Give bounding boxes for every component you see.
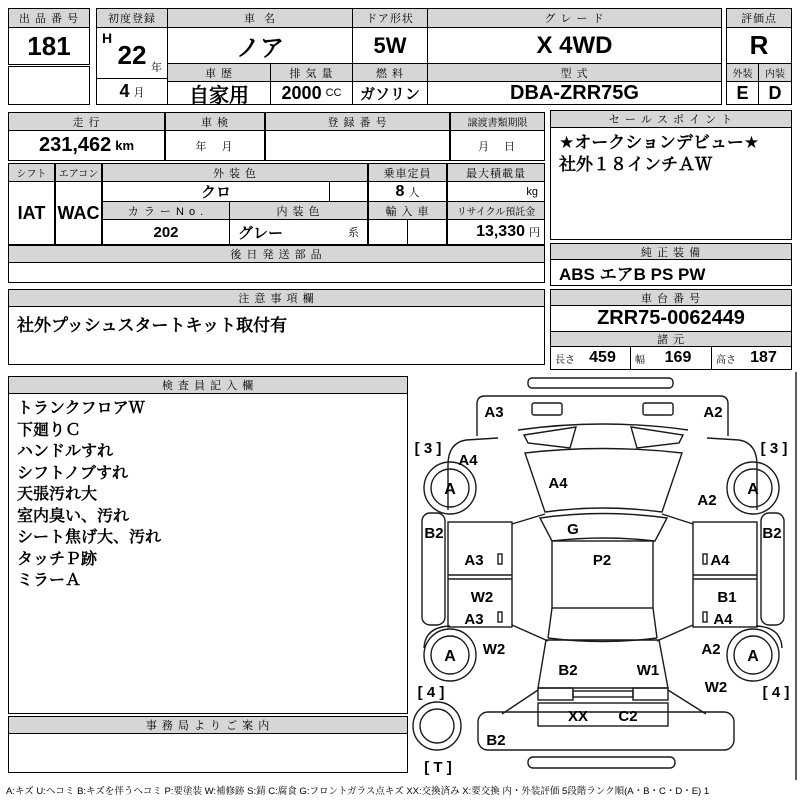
tail-light-bar [573,691,633,697]
inspector-note: トランクフロアＷ [17,400,145,417]
year-unit: 年 [151,62,162,74]
displacement-unit: CC [325,87,342,99]
cowl-arc [518,424,688,430]
notice-box: 社外プッシュスタートキット取付有 [8,306,545,365]
interior-grade: D [758,81,792,105]
inspector-note: シフトノブすれ [17,464,129,482]
capacity-header: 乗車定員 [368,163,447,182]
registration-month: 4 [119,81,130,101]
displacement-header: 排 気 量 [270,63,353,82]
door-front-right-label: A4 [710,552,730,569]
displacement-value: 2000 [281,82,322,103]
interior-color-value: グレー [238,224,284,242]
length-label: 長さ [555,354,575,366]
color-no-header: カ ラ ー N o . [102,201,230,220]
wheel-rear-right-label: A [747,648,759,665]
history-value: 自家用 [167,81,271,105]
inspector-note: シート焦げ大、汚れ [17,529,162,546]
gate-right-label: W1 [636,662,660,679]
shift-header: シフト [8,163,55,182]
interior-color-cell [229,219,368,245]
rear-bumper-label: B2 [486,732,506,749]
d-pillar-left [512,625,548,641]
chassis-number-value: ZRR75-0062449 [550,305,792,332]
recycle-header: リサイクル預託金 [447,201,545,220]
interior-header: 内装 [758,63,792,82]
wiper-left [524,427,576,448]
wheel-front-left-label: A [444,481,456,498]
tire-size-front-right: [ 3 ] [760,440,788,457]
displacement-cell [270,81,353,105]
recycle-cell [447,219,545,245]
grade-header: グ レ ー ド [427,8,722,28]
inspector-note: 室内臭い、汚れ [17,507,130,525]
inspector-note: ハンドルすれ [17,443,114,460]
era-mark: H [102,30,113,46]
grade-value: X 4WD [427,27,722,64]
length-value: 459 [589,349,616,366]
later-parts-box [8,262,545,283]
mileage-value: 231,462 [38,134,112,156]
quarter-left-label: W2 [482,641,506,658]
door-shape-header: ドア形状 [352,8,428,28]
fuel-header: 燃 料 [352,63,428,82]
sales-point-line: 社外１８インチＡＷ [559,155,712,174]
office-notice-box [8,733,408,773]
import-header: 輸 入 車 [368,201,447,220]
import-empty-cell [407,219,447,245]
specs-header: 諸 元 [550,331,792,347]
sales-point-line: ★オークションデビュー★ [559,133,760,152]
inspector-note: ミラーＡ [17,572,82,589]
front-bumper-strip [528,378,673,388]
registration-number-header: 登 録 番 号 [265,112,450,131]
spare-tire-inner [420,709,454,743]
sales-point-header: セ ー ル ス ポ イ ン ト [550,110,792,128]
max-load-cell [447,181,545,202]
door-rear-left-label: A3 [464,611,484,628]
gate-diagonal-right [668,690,706,714]
door-handle [498,554,502,564]
history-header: 車 歴 [167,63,271,82]
height-cell [711,346,792,370]
capacity-value: 8 [395,182,405,200]
rear-panel-right-label: C2 [618,708,638,725]
recycle-value: 13,330 [476,223,525,240]
body-color-value: クロ [102,181,330,202]
tire-size-front-left: [ 3 ] [414,440,442,457]
fender-left-label: A4 [458,452,478,469]
door-handle [703,554,707,564]
inspector-notes-box [8,393,408,714]
car-damage-diagram [410,372,798,782]
front-left-corner-label: A3 [484,404,504,421]
transfer-deadline-cell: 月 日 [450,130,545,161]
tail-light-left [538,688,573,700]
rear-bumper [478,712,734,750]
interior-color-header: 内 装 色 [229,201,368,220]
d-pillar-right [657,625,693,641]
tire-size-rear-right: [ 4 ] [762,684,790,701]
tail-light-right [633,688,668,700]
chassis-number-header: 車 台 番 号 [550,289,792,306]
first-registration-month-cell [96,78,168,105]
inspector-note: 天張汚れ大 [17,486,98,503]
quarter-right-w-label: W2 [704,679,728,696]
door-rear-left-top-label: W2 [470,589,494,606]
door-handle [703,612,707,622]
door-rear-right-top-label: B1 [717,589,737,606]
spare-tire-label: [ T ] [424,759,452,776]
rear-window [548,608,657,642]
car-name-value: ノア [167,27,353,64]
transfer-deadline-header: 譲渡書類期限 [450,112,545,131]
color-no-value: 202 [102,219,230,245]
glass-label: G [567,521,579,538]
factory-equipment-header: 純 正 装 備 [550,243,792,260]
model-code-value: DBA-ZRR75G [427,81,722,105]
later-parts-header: 後 日 発 送 部 品 [8,245,545,263]
cowl-right-label: A2 [697,492,717,509]
exterior-header: 外装 [726,63,759,82]
width-label: 幅 [635,354,645,366]
max-load-header: 最大積載量 [447,163,545,182]
body-color-header: 外 装 色 [102,163,368,182]
mileage-header: 走 行 [8,112,165,131]
interior-color-suffix: 系 [348,227,359,239]
capacity-unit: 人 [408,186,420,199]
body-color-empty-cell [329,181,368,202]
recycle-unit: 円 [529,227,540,239]
rear-panel [538,703,668,726]
import-empty-cell [368,219,408,245]
score-header: 評価点 [726,8,792,28]
first-registration-year-cell [96,27,168,79]
legend-footer: A:キズ U:ヘコミ B:キズを伴うヘコミ P:要塗装 W:補修跡 S:錆 C:腐食 G:フロントガラス点キズ XX:交換済み X:要交換 内・外装評価 5段階ランク順(A・B・C・D・E) 1 [6,786,710,797]
month-unit: 月 [133,86,145,99]
roof-label: P2 [592,552,612,569]
front-panel-outline [477,396,728,436]
inspector-note: 下廻りＣ [17,421,82,439]
door-shape-value: 5W [352,27,428,64]
score-value: R [726,27,792,64]
height-label: 高さ [716,354,736,366]
first-registration-header: 初度登録 [96,8,168,28]
lot-empty-box [8,66,90,105]
length-cell [550,346,631,370]
mileage-unit: km [115,138,135,153]
model-code-header: 型 式 [427,63,722,82]
notice-header: 注 意 事 項 欄 [8,289,545,307]
office-notice-header: 事 務 局 よ り ご 案 内 [8,716,408,734]
fuel-value: ガソリン [352,81,428,105]
sales-point-box [550,127,792,240]
width-value: 169 [664,349,692,366]
aircon-value: WAC [55,181,102,245]
wheel-front-right-label: A [747,481,759,498]
rear-panel-left-label: XX [567,708,589,725]
door-handle [498,612,502,622]
registration-year: 22 [117,39,147,70]
shift-value: IAT [8,181,55,245]
rocker-left-label: B2 [424,525,444,542]
front-right-corner-label: A2 [703,404,723,421]
door-rear-right-label: A4 [713,611,733,628]
quarter-right-a-label: A2 [701,641,721,658]
gate-left-label: B2 [558,662,578,679]
mileage-cell [8,130,165,161]
glass-band [540,514,667,542]
hood-label: A4 [548,475,568,492]
headlight-left [532,403,562,415]
headlight-right [643,403,673,415]
capacity-cell [368,181,447,202]
lot-number-header: 出 品 番 号 [8,8,90,28]
max-load-unit: kg [526,185,538,198]
rear-lower-strip [528,757,675,768]
wheel-rear-left-label: A [444,648,456,665]
wiper-right [631,427,683,448]
lot-number-value: 181 [8,27,90,65]
inspector-note: タッチＰ跡 [17,550,98,568]
inspection-header: 車 検 [165,112,265,131]
registration-number-cell [265,130,450,161]
width-cell [630,346,712,370]
car-name-header: 車 名 [167,8,353,28]
inspection-cell: 年 月 [165,130,265,161]
inspector-notes-header: 検 査 員 記 入 欄 [8,376,408,394]
aircon-header: エアコン [55,163,102,182]
height-value: 187 [750,349,777,366]
gate-diagonal-left [502,690,538,714]
tire-size-rear-left: [ 4 ] [417,684,445,701]
exterior-grade: E [726,81,759,105]
rocker-right-label: B2 [762,525,782,542]
door-front-left-label: A3 [464,552,484,569]
factory-equipment-value: ABS エアB PS PW [550,259,792,286]
